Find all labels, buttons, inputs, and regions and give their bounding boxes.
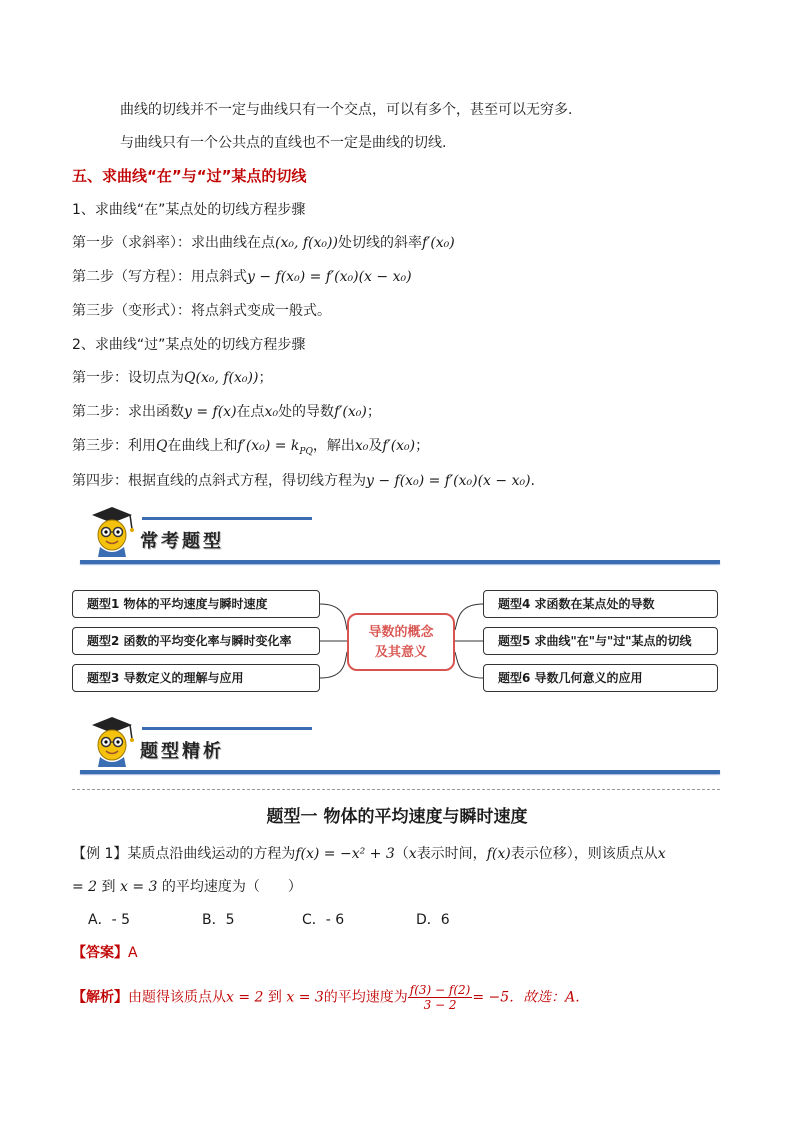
step-text: 第四步：根据直线的点斜式方程，得切线方程为 — [72, 473, 366, 489]
formula: f′(x₀) = k — [237, 438, 300, 454]
option-d: D．6 — [416, 912, 450, 928]
formula: y = f(x) — [184, 404, 237, 420]
formula: x — [657, 846, 666, 862]
formula: f′(x₀) — [334, 404, 367, 420]
formula: (x₀, f(x₀)) — [275, 235, 338, 251]
mascot-icon — [86, 505, 140, 559]
option-b: B．5 — [202, 912, 235, 928]
dashed-divider — [72, 789, 720, 790]
analysis-text: 由题得该质点从 — [128, 989, 226, 1006]
mindmap-center-line-1: 导数的概念 — [368, 625, 434, 640]
step-text: 第二步：求出函数 — [72, 404, 184, 420]
step-text: ； — [415, 438, 430, 454]
analysis-text: 到 — [267, 989, 282, 1006]
step-text: ，解出 — [312, 438, 355, 454]
example-text: 【例 1】某质点沿曲线运动的方程为 — [72, 846, 296, 862]
formula: = −5．故选：A. — [472, 989, 580, 1006]
step-1-1 — [72, 233, 455, 253]
example-line-2 — [72, 877, 302, 897]
mindmap-center — [347, 613, 455, 671]
formula: f(x) — [486, 846, 511, 862]
banner-common-types — [72, 505, 720, 565]
mindmap-item-5: 题型5 求曲线"在"与"过"某点的切线 — [483, 627, 718, 655]
formula-subscript: PQ — [299, 446, 313, 457]
step-text: . — [530, 473, 535, 489]
answer-label: 【答案】 — [72, 945, 128, 961]
formula: f′(x₀) — [382, 438, 416, 454]
banner-bottom-bar — [80, 560, 720, 564]
formula: f(x) = −x² + 3 — [295, 846, 395, 862]
step-text: ； — [258, 370, 273, 386]
analysis-line — [72, 983, 580, 1012]
section-heading: 五、求曲线“在”与“过”某点的切线 — [72, 167, 307, 185]
step-text: 及 — [368, 438, 383, 454]
sub-heading-1: 1、求曲线“在”某点处的切线方程步骤 — [72, 202, 306, 218]
step-text: 处切线的斜率 — [337, 235, 422, 251]
analysis-label: 【解析】 — [72, 989, 128, 1006]
answer-value: A — [128, 945, 138, 961]
fraction-denominator: 3 − 2 — [423, 998, 457, 1012]
option-a: A．- 5 — [88, 912, 130, 928]
intro-line-2: 与曲线只有一个公共点的直线也不一定是曲线的切线. — [120, 135, 447, 151]
step-2-3 — [72, 436, 429, 462]
formula: y − f(x₀) = f′(x₀)(x − x₀) — [247, 269, 412, 285]
fraction-numerator: f(3) − f(2) — [409, 983, 471, 997]
banner-top-bar — [142, 517, 312, 520]
example-text: 表示位移），则该质点从 — [510, 846, 658, 862]
step-2-2 — [72, 402, 381, 422]
answer-line — [72, 943, 138, 963]
formula: Q — [156, 438, 168, 454]
mindmap-item-4: 题型4 求函数在某点处的导数 — [483, 590, 718, 618]
step-text: 第三步：利用 — [72, 438, 156, 454]
formula: x = 3 — [120, 879, 158, 895]
banner-title: 题型精析 — [140, 741, 224, 762]
example-text: 的平均速度为（ ） — [161, 879, 302, 895]
step-1-3: 第三步（变形式）：将点斜式变成一般式。 — [72, 303, 331, 319]
step-text: ； — [366, 404, 381, 420]
mindmap-item-6: 题型6 导数几何意义的应用 — [483, 664, 718, 692]
mindmap-item-3: 题型3 导数定义的理解与应用 — [72, 664, 320, 692]
step-text: 在点 — [236, 404, 265, 420]
example-text: 到 — [101, 879, 116, 895]
option-c: C．- 6 — [302, 912, 345, 928]
example-line-1 — [72, 844, 666, 864]
formula: x₀ — [354, 438, 369, 454]
banner-top-bar — [142, 727, 312, 730]
step-text: 第一步：设切点为 — [72, 370, 184, 386]
formula: x = 3 — [286, 989, 324, 1006]
formula: x = 2 — [226, 989, 264, 1006]
topic-title: 题型一 物体的平均速度与瞬时速度 — [266, 807, 528, 827]
step-text: 处的导数 — [278, 404, 335, 420]
intro-line-1: 曲线的切线并不一定与曲线只有一个交点，可以有多个，甚至可以无穷多. — [120, 102, 573, 118]
mascot-icon — [86, 715, 140, 769]
step-text: 第一步（求斜率）：求出曲线在点 — [72, 235, 275, 251]
mindmap-item-1: 题型1 物体的平均速度与瞬时速度 — [72, 590, 320, 618]
mindmap-center-line-2: 及其意义 — [374, 645, 427, 660]
step-text: 第二步（写方程）：用点斜式 — [72, 269, 247, 285]
formula: Q(x₀, f(x₀)) — [184, 370, 259, 386]
formula: x — [408, 846, 417, 862]
formula: f′(x₀) — [421, 235, 455, 251]
sub-heading-2: 2、求曲线“过”某点处的切线方程步骤 — [72, 337, 306, 353]
example-text: （ — [394, 846, 409, 862]
step-1-2 — [72, 267, 412, 287]
formula: x₀ — [264, 404, 279, 420]
banner-bottom-bar — [80, 770, 720, 774]
mindmap-item-2: 题型2 函数的平均变化率与瞬时变化率 — [72, 627, 320, 655]
step-2-4 — [72, 471, 535, 491]
analysis-text: 的平均速度为 — [323, 989, 408, 1006]
fraction — [408, 983, 473, 1012]
step-text: 在曲线上和 — [167, 438, 238, 454]
banner-type-analysis — [72, 715, 720, 775]
banner-title: 常考题型 — [140, 531, 224, 552]
step-2-1 — [72, 368, 272, 388]
formula: y − f(x₀) = f′(x₀)(x − x₀) — [366, 473, 531, 489]
formula: = 2 — [72, 879, 98, 895]
example-text: 表示时间， — [416, 846, 487, 862]
